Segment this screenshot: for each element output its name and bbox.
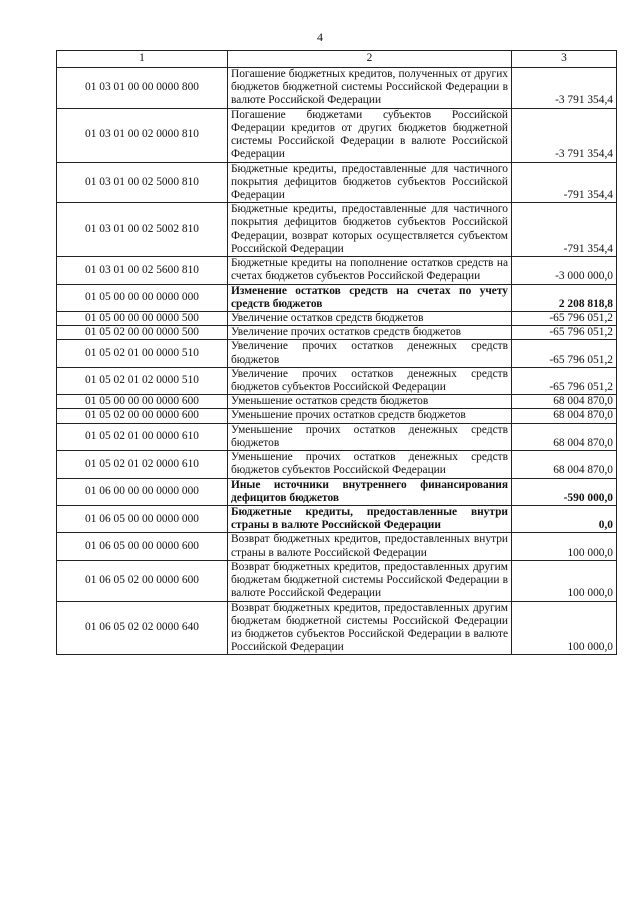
source-name-cell: Увеличение прочих остатков денежных средств бюджетов субъектов Российской Федерации bbox=[228, 367, 512, 394]
table-row bbox=[57, 68, 617, 109]
table-row bbox=[57, 533, 617, 560]
table-row bbox=[57, 340, 617, 367]
source-name-cell: Возврат бюджетных кредитов, предоставленных другим бюджетам бюджетной системы Российской Федерации из бюджетов субъектов Российской Федерации в валюте Российской Федерации bbox=[228, 601, 512, 655]
table-row bbox=[57, 451, 617, 478]
amount-cell: -590 000,0 bbox=[512, 478, 617, 505]
source-name-cell: Бюджетные кредиты, предоставленные внутри страны в валюте Российской Федерации bbox=[228, 506, 512, 533]
amount-cell: -791 354,4 bbox=[512, 162, 617, 203]
column-header-amount: 3 bbox=[512, 51, 617, 68]
amount-cell: -65 796 051,2 bbox=[512, 311, 617, 325]
budget-code-cell: 01 05 02 00 00 0000 500 bbox=[57, 326, 228, 340]
budget-code-cell: 01 05 02 01 02 0000 610 bbox=[57, 451, 228, 478]
budget-code-cell: 01 05 02 01 02 0000 510 bbox=[57, 367, 228, 394]
budget-code-cell: 01 03 01 00 02 5600 810 bbox=[57, 257, 228, 284]
source-name-cell: Погашение бюджетных кредитов, полученных от других бюджетов бюджетной системы Российской Федерации в валюте Российской Федерации bbox=[228, 68, 512, 109]
amount-cell: -791 354,4 bbox=[512, 203, 617, 257]
amount-cell: 100 000,0 bbox=[512, 560, 617, 601]
source-name-cell: Погашение бюджетами субъектов Российской Федерации кредитов от других бюджетов бюджетной системы Российской Федерации в валюте Российской Федерации bbox=[228, 108, 512, 162]
amount-cell: 68 004 870,0 bbox=[512, 423, 617, 450]
source-name-cell: Уменьшение прочих остатков денежных средств бюджетов субъектов Российской Федерации bbox=[228, 451, 512, 478]
budget-code-cell: 01 03 01 00 00 0000 800 bbox=[57, 68, 228, 109]
header-row bbox=[57, 51, 617, 68]
budget-code-cell: 01 05 02 00 00 0000 600 bbox=[57, 409, 228, 423]
source-name-cell: Уменьшение прочих остатков средств бюджетов bbox=[228, 409, 512, 423]
budget-code-cell: 01 05 00 00 00 0000 600 bbox=[57, 395, 228, 409]
table-row bbox=[57, 326, 617, 340]
budget-code-cell: 01 03 01 00 02 0000 810 bbox=[57, 108, 228, 162]
budget-code-cell: 01 03 01 00 02 5002 810 bbox=[57, 203, 228, 257]
source-name-cell: Бюджетные кредиты на пополнение остатков средств на счетах бюджетов субъектов Российской Федерации bbox=[228, 257, 512, 284]
amount-cell: -65 796 051,2 bbox=[512, 367, 617, 394]
table-row bbox=[57, 560, 617, 601]
budget-code-cell: 01 06 05 00 00 0000 000 bbox=[57, 506, 228, 533]
budget-code-cell: 01 06 05 00 00 0000 600 bbox=[57, 533, 228, 560]
budget-code-cell: 01 06 05 02 00 0000 600 bbox=[57, 560, 228, 601]
table-row bbox=[57, 311, 617, 325]
table-row bbox=[57, 162, 617, 203]
source-name-cell: Возврат бюджетных кредитов, предоставленных другим бюджетам бюджетной системы Российской Федерации в валюте Российской Федерации bbox=[228, 560, 512, 601]
amount-cell: -3 791 354,4 bbox=[512, 68, 617, 109]
table-row bbox=[57, 601, 617, 655]
table-row bbox=[57, 367, 617, 394]
amount-cell: 68 004 870,0 bbox=[512, 409, 617, 423]
table-row bbox=[57, 395, 617, 409]
source-name-cell: Уменьшение прочих остатков денежных средств бюджетов bbox=[228, 423, 512, 450]
table-row bbox=[57, 203, 617, 257]
page-number: 4 bbox=[317, 30, 323, 44]
budget-code-cell: 01 05 00 00 00 0000 500 bbox=[57, 311, 228, 325]
amount-cell: -3 000 000,0 bbox=[512, 257, 617, 284]
source-name-cell: Иные источники внутреннего финансирования дефицитов бюджетов bbox=[228, 478, 512, 505]
source-name-cell: Возврат бюджетных кредитов, предоставленных внутри страны в валюте Российской Федерации bbox=[228, 533, 512, 560]
table-row bbox=[57, 478, 617, 505]
source-name-cell: Увеличение прочих остатков денежных средств бюджетов bbox=[228, 340, 512, 367]
source-name-cell: Увеличение остатков средств бюджетов bbox=[228, 311, 512, 325]
source-name-cell: Бюджетные кредиты, предоставленные для частичного покрытия дефицитов бюджетов субъектов Российской Федерации bbox=[228, 162, 512, 203]
amount-cell: -65 796 051,2 bbox=[512, 340, 617, 367]
table-header bbox=[57, 51, 617, 68]
table-row bbox=[57, 257, 617, 284]
budget-code-cell: 01 06 05 02 02 0000 640 bbox=[57, 601, 228, 655]
source-name-cell: Уменьшение остатков средств бюджетов bbox=[228, 395, 512, 409]
amount-cell: 100 000,0 bbox=[512, 601, 617, 655]
amount-cell: 0,0 bbox=[512, 506, 617, 533]
amount-cell: 68 004 870,0 bbox=[512, 451, 617, 478]
table-body bbox=[57, 68, 617, 655]
table-row bbox=[57, 506, 617, 533]
column-header-code: 1 bbox=[57, 51, 228, 68]
budget-code-cell: 01 05 02 01 00 0000 610 bbox=[57, 423, 228, 450]
table-row bbox=[57, 409, 617, 423]
source-name-cell: Увеличение прочих остатков средств бюджетов bbox=[228, 326, 512, 340]
budget-code-cell: 01 06 00 00 00 0000 000 bbox=[57, 478, 228, 505]
source-name-cell: Изменение остатков средств на счетах по учету средств бюджетов bbox=[228, 284, 512, 311]
budget-code-cell: 01 03 01 00 02 5000 810 bbox=[57, 162, 228, 203]
amount-cell: -65 796 051,2 bbox=[512, 326, 617, 340]
amount-cell: 100 000,0 bbox=[512, 533, 617, 560]
amount-cell: -3 791 354,4 bbox=[512, 108, 617, 162]
table-row bbox=[57, 284, 617, 311]
table-row bbox=[57, 423, 617, 450]
amount-cell: 68 004 870,0 bbox=[512, 395, 617, 409]
table-row bbox=[57, 108, 617, 162]
amount-cell: 2 208 818,8 bbox=[512, 284, 617, 311]
budget-sources-table bbox=[56, 50, 617, 655]
budget-code-cell: 01 05 02 01 00 0000 510 bbox=[57, 340, 228, 367]
column-header-name: 2 bbox=[228, 51, 512, 68]
source-name-cell: Бюджетные кредиты, предоставленные для частичного покрытия дефицитов бюджетов субъектов Российской Федерации, возврат которых осуществляется субъектом Российской Федерации bbox=[228, 203, 512, 257]
budget-code-cell: 01 05 00 00 00 0000 000 bbox=[57, 284, 228, 311]
